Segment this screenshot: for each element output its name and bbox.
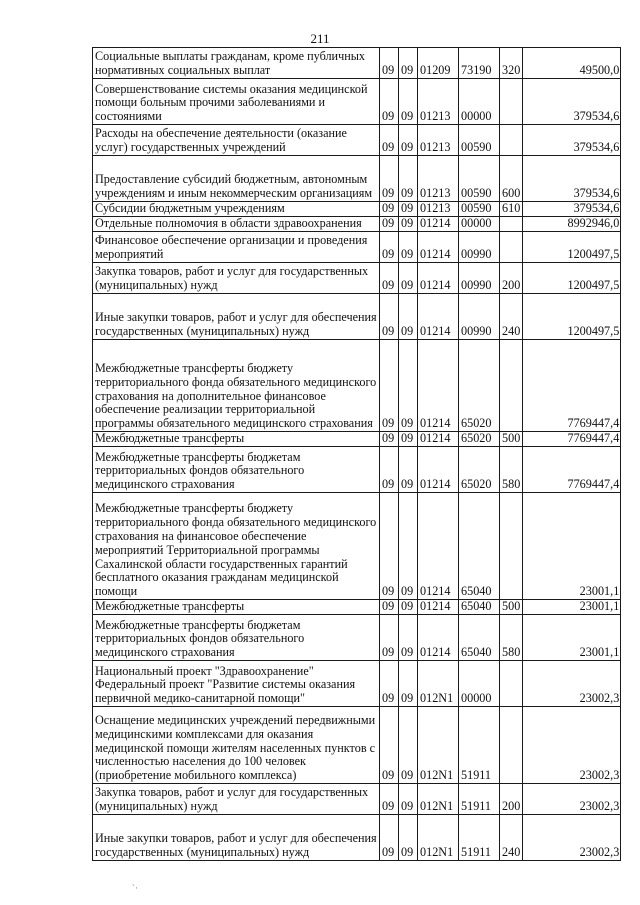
row-amount: 1200497,5 <box>523 294 621 340</box>
row-target-article-prefix: 01214 <box>418 493 459 600</box>
row-target-article-prefix: 01214 <box>418 615 459 661</box>
row-target-article-code: 00990 <box>459 232 500 263</box>
table-row <box>93 447 621 493</box>
row-target-article-code: 00000 <box>459 661 500 707</box>
row-name: Расходы на обеспечение деятельности (оказание услуг) государственных учреждений <box>93 125 380 156</box>
row-name: Предоставление субсидий бюджетным, автономным учреждениям и иным некоммерческим организациям <box>93 156 380 202</box>
row-target-article-code: 00990 <box>459 294 500 340</box>
row-target-article-code: 51911 <box>459 784 500 815</box>
row-expense-type: 500 <box>500 600 523 615</box>
row-expense-type <box>500 217 523 232</box>
row-subsection: 09 <box>399 48 418 79</box>
row-subsection: 09 <box>399 447 418 493</box>
row-section: 09 <box>380 232 399 263</box>
row-target-article-code: 65040 <box>459 600 500 615</box>
row-subsection: 09 <box>399 263 418 294</box>
table-row <box>93 202 621 217</box>
row-subsection: 09 <box>399 661 418 707</box>
row-target-article-prefix: 01213 <box>418 79 459 125</box>
row-section: 09 <box>380 432 399 447</box>
row-target-article-prefix: 01214 <box>418 432 459 447</box>
row-amount: 23002,3 <box>523 815 621 861</box>
row-target-article-prefix: 012N1 <box>418 784 459 815</box>
row-section: 09 <box>380 493 399 600</box>
row-target-article-prefix: 01209 <box>418 48 459 79</box>
row-section: 09 <box>380 202 399 217</box>
row-target-article-prefix: 01214 <box>418 263 459 294</box>
row-name: Национальный проект "Здравоохранение" Федеральный проект "Развитие системы оказания первичной медико-санитарной помощи" <box>93 661 380 707</box>
row-amount: 7769447,4 <box>523 447 621 493</box>
row-subsection: 09 <box>399 615 418 661</box>
row-subsection: 09 <box>399 432 418 447</box>
row-section: 09 <box>380 79 399 125</box>
row-expense-type <box>500 661 523 707</box>
row-subsection: 09 <box>399 79 418 125</box>
row-target-article-prefix: 012N1 <box>418 815 459 861</box>
row-target-article-prefix: 012N1 <box>418 707 459 784</box>
row-target-article-prefix: 01213 <box>418 202 459 217</box>
row-expense-type <box>500 493 523 600</box>
row-target-article-code: 00000 <box>459 79 500 125</box>
row-target-article-code: 73190 <box>459 48 500 79</box>
row-name: Совершенствование системы оказания медицинской помощи больным прочими заболеваниями и состояниями <box>93 79 380 125</box>
row-name: Межбюджетные трансферты <box>93 600 380 615</box>
row-target-article-code: 00590 <box>459 202 500 217</box>
row-subsection: 09 <box>399 232 418 263</box>
row-amount: 379534,6 <box>523 156 621 202</box>
row-name: Межбюджетные трансферты <box>93 432 380 447</box>
row-expense-type <box>500 707 523 784</box>
row-name: Иные закупки товаров, работ и услуг для обеспечения государственных (муниципальных) нужд <box>93 294 380 340</box>
row-expense-type: 240 <box>500 294 523 340</box>
row-section: 09 <box>380 340 399 432</box>
row-amount: 379534,6 <box>523 79 621 125</box>
page-number: 211 <box>310 31 330 46</box>
row-amount: 7769447,4 <box>523 432 621 447</box>
row-name: Финансовое обеспечение организации и проведения мероприятий <box>93 232 380 263</box>
row-expense-type: 200 <box>500 784 523 815</box>
row-name: Межбюджетные трансферты бюджету территориального фонда обязательного медицинского страхования на финансовое обеспечение мероприятий Территориальной программы Сахалинской области государственных гарантий бесплатного оказания гражданам медицинской помощи <box>93 493 380 600</box>
row-section: 09 <box>380 217 399 232</box>
row-subsection: 09 <box>399 125 418 156</box>
table-row <box>93 600 621 615</box>
budget-table <box>92 47 621 861</box>
row-subsection: 09 <box>399 784 418 815</box>
row-amount: 379534,6 <box>523 202 621 217</box>
row-name: Иные закупки товаров, работ и услуг для обеспечения государственных (муниципальных) нужд <box>93 815 380 861</box>
row-section: 09 <box>380 125 399 156</box>
row-section: 09 <box>380 600 399 615</box>
row-expense-type: 610 <box>500 202 523 217</box>
row-amount: 23002,3 <box>523 661 621 707</box>
table-row <box>93 156 621 202</box>
row-name: Межбюджетные трансферты бюджетам территориальных фондов обязательного медицинского страхования <box>93 447 380 493</box>
row-amount: 8992946,0 <box>523 217 621 232</box>
row-section: 09 <box>380 707 399 784</box>
row-section: 09 <box>380 48 399 79</box>
row-target-article-prefix: 01214 <box>418 340 459 432</box>
row-target-article-code: 00000 <box>459 217 500 232</box>
row-target-article-code: 00990 <box>459 263 500 294</box>
row-amount: 49500,0 <box>523 48 621 79</box>
row-target-article-prefix: 012N1 <box>418 661 459 707</box>
row-target-article-code: 65040 <box>459 493 500 600</box>
row-subsection: 09 <box>399 340 418 432</box>
row-target-article-code: 51911 <box>459 815 500 861</box>
row-name: Социальные выплаты гражданам, кроме публичных нормативных социальных выплат <box>93 48 380 79</box>
table-row <box>93 432 621 447</box>
row-section: 09 <box>380 263 399 294</box>
row-subsection: 09 <box>399 815 418 861</box>
row-amount: 1200497,5 <box>523 263 621 294</box>
row-expense-type: 500 <box>500 432 523 447</box>
row-target-article-prefix: 01214 <box>418 232 459 263</box>
row-amount: 1200497,5 <box>523 232 621 263</box>
table-row <box>93 340 621 432</box>
table-row <box>93 217 621 232</box>
row-target-article-code: 00590 <box>459 125 500 156</box>
row-expense-type: 600 <box>500 156 523 202</box>
row-section: 09 <box>380 294 399 340</box>
row-expense-type <box>500 340 523 432</box>
row-name: Межбюджетные трансферты бюджетам территориальных фондов обязательного медицинского страхования <box>93 615 380 661</box>
row-expense-type: 580 <box>500 447 523 493</box>
row-target-article-code: 65020 <box>459 340 500 432</box>
table-row <box>93 232 621 263</box>
row-subsection: 09 <box>399 217 418 232</box>
row-subsection: 09 <box>399 156 418 202</box>
row-name: Оснащение медицинских учреждений передвижными медицинскими комплексами для оказания медицинской помощи жителям населенных пунктов с численностью населения до 100 человек (приобретение мобильного комплекса) <box>93 707 380 784</box>
table-row <box>93 263 621 294</box>
row-section: 09 <box>380 447 399 493</box>
row-subsection: 09 <box>399 202 418 217</box>
row-subsection: 09 <box>399 707 418 784</box>
row-target-article-prefix: 01214 <box>418 600 459 615</box>
table-row <box>93 707 621 784</box>
row-target-article-code: 65020 <box>459 447 500 493</box>
table-row <box>93 493 621 600</box>
row-name: Межбюджетные трансферты бюджету территориального фонда обязательного медицинского страхования на дополнительное финансовое обеспечение реализации территориальной программы обязательного медицинского страхования <box>93 340 380 432</box>
row-amount: 23001,1 <box>523 615 621 661</box>
table-row <box>93 815 621 861</box>
row-name: Закупка товаров, работ и услуг для государственных (муниципальных) нужд <box>93 784 380 815</box>
row-name: Отдельные полномочия в области здравоохранения <box>93 217 380 232</box>
row-section: 09 <box>380 615 399 661</box>
row-target-article-prefix: 01214 <box>418 294 459 340</box>
row-expense-type <box>500 232 523 263</box>
row-amount: 23001,1 <box>523 600 621 615</box>
row-name: Субсидии бюджетным учреждениям <box>93 202 380 217</box>
row-expense-type: 580 <box>500 615 523 661</box>
row-target-article-prefix: 01214 <box>418 447 459 493</box>
row-amount: 7769447,4 <box>523 340 621 432</box>
row-target-article-prefix: 01213 <box>418 156 459 202</box>
row-expense-type <box>500 79 523 125</box>
table-row <box>93 294 621 340</box>
table-row <box>93 48 621 79</box>
row-target-article-code: 00590 <box>459 156 500 202</box>
table-row <box>93 79 621 125</box>
row-expense-type: 320 <box>500 48 523 79</box>
row-amount: 23002,3 <box>523 784 621 815</box>
table-row <box>93 661 621 707</box>
row-expense-type <box>500 125 523 156</box>
row-section: 09 <box>380 156 399 202</box>
row-section: 09 <box>380 815 399 861</box>
row-target-article-prefix: 01214 <box>418 217 459 232</box>
row-expense-type: 200 <box>500 263 523 294</box>
table-row <box>93 615 621 661</box>
row-subsection: 09 <box>399 600 418 615</box>
row-subsection: 09 <box>399 493 418 600</box>
row-section: 09 <box>380 661 399 707</box>
row-subsection: 09 <box>399 294 418 340</box>
row-section: 09 <box>380 784 399 815</box>
row-amount: 379534,6 <box>523 125 621 156</box>
row-expense-type: 240 <box>500 815 523 861</box>
row-amount: 23002,3 <box>523 707 621 784</box>
row-name: Закупка товаров, работ и услуг для государственных (муниципальных) нужд <box>93 263 380 294</box>
row-target-article-code: 65020 <box>459 432 500 447</box>
row-target-article-code: 51911 <box>459 707 500 784</box>
scan-artifact: `· <box>132 883 138 893</box>
table-row <box>93 784 621 815</box>
table-row <box>93 125 621 156</box>
row-target-article-prefix: 01213 <box>418 125 459 156</box>
row-target-article-code: 65040 <box>459 615 500 661</box>
row-amount: 23001,1 <box>523 493 621 600</box>
